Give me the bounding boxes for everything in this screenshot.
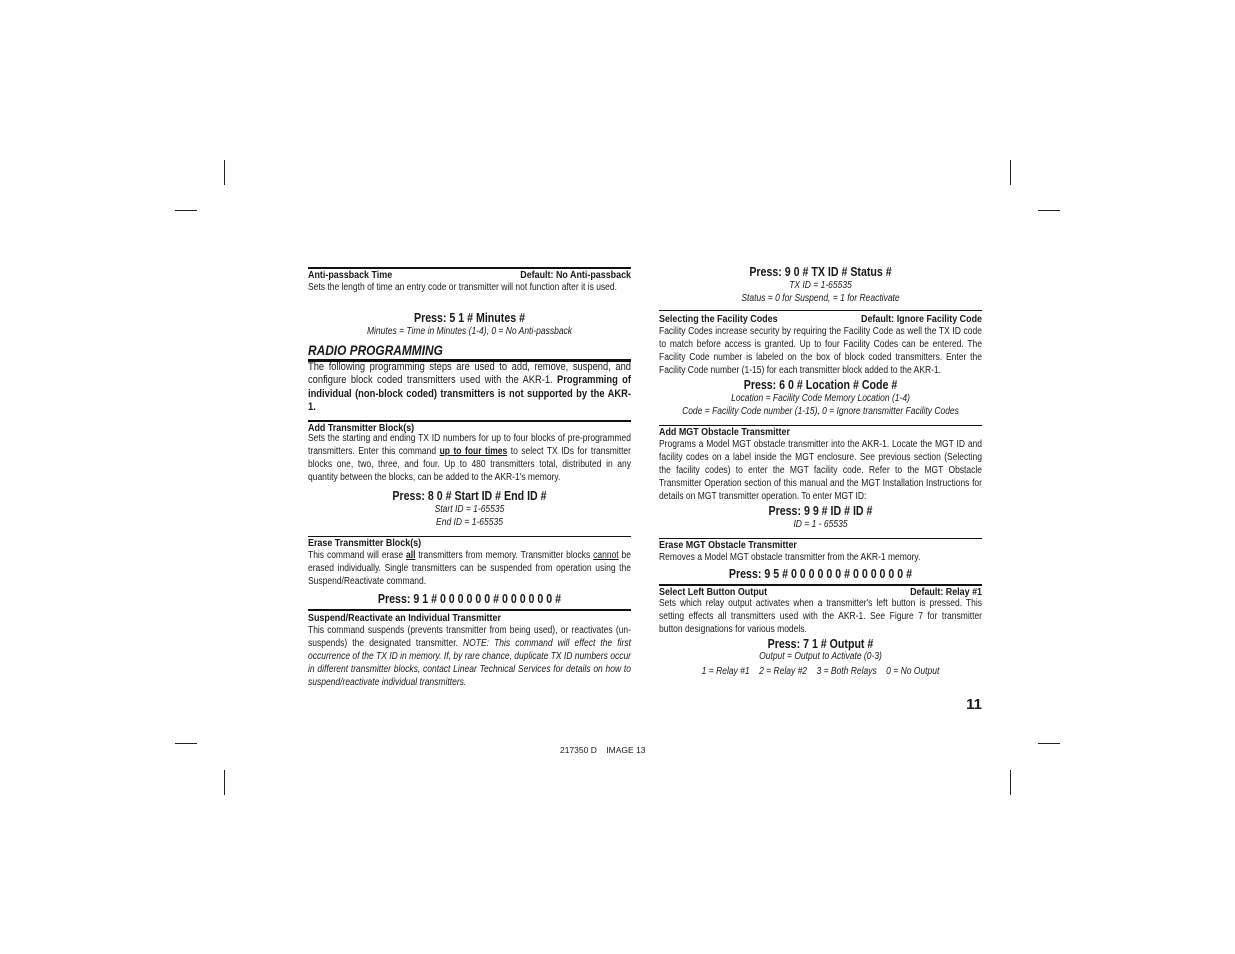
radio-programming-heading: RADIO PROGRAMMING	[308, 342, 443, 358]
page-number: 11	[966, 696, 982, 713]
anti-passback-press: Press: 5 1 # Minutes #	[413, 311, 526, 325]
add-block-heading: Add Transmitter Block(s)	[308, 422, 415, 434]
crop-mark	[1038, 210, 1060, 211]
suspend-press: Press: 9 0 # TX ID # Status #	[749, 265, 892, 279]
erase-mgt-press: Press: 9 5 # 0 0 0 0 0 0 # 0 0 0 0 0 0 #	[728, 567, 913, 581]
suspend-body	[308, 624, 631, 689]
intro-text: The following programming steps are used to add, remove, suspend, and configure block coded transmitters used with the AKR-1.	[308, 361, 631, 387]
add-mgt-body: Programs a Model MGT obstacle transmitter into the AKR-1. Locate the MGT ID and facility codes on a label inside the MGT enclosure. See previous section (Selecting the facility codes) to enter the MGT facility code. Refer to the MGT Obstacle Transmitter Operation section of this manual and the MGT Installation Instructions for details on MGT transmitter operation. To enter MGT ID:	[659, 439, 982, 502]
footer-code: 217350 D IMAGE 13	[560, 745, 646, 755]
text: be erased individually. Single transmitters can be suspended from operation using the Suspend/Reactivate command.	[308, 550, 632, 587]
facility-note: Location = Facility Code Memory Location (1-4)	[731, 393, 910, 404]
crop-mark	[175, 743, 197, 744]
text: Sets the starting and ending TX ID numbers for up to four blocks of pre-programmed transmitters. Enter this command	[308, 433, 631, 457]
crop-mark	[1010, 160, 1011, 185]
left-column	[308, 0, 631, 954]
intro-bold-text: Programming of individual (non-block coded) transmitters is not supported by the AKR-1.	[308, 374, 631, 413]
facility-press: Press: 6 0 # Location # Code #	[743, 378, 898, 392]
radio-programming-intro	[308, 361, 631, 414]
crop-mark	[1010, 770, 1011, 795]
emphasis: up to four times	[439, 446, 508, 457]
section-title: Anti-passback Time	[308, 269, 393, 281]
emphasis: all	[405, 550, 416, 561]
add-mgt-press: Press: 9 9 # ID # ID #	[768, 504, 873, 518]
suspend-note: Status = 0 for Suspend, = 1 for Reactivate	[741, 293, 900, 304]
default-value: Default: Ignore Facility Code	[860, 313, 982, 325]
crop-mark	[224, 770, 225, 795]
default-value: Default: No Anti-passback	[520, 269, 631, 281]
erase-mgt-heading: Erase MGT Obstacle Transmitter	[659, 539, 797, 551]
note: NOTE: This command will effect the first occurrence of the TX ID in memory. If, by rare chance, duplicate TX ID numbers occur in different transmitter blocks, contact Linear Technical Services for details on how to suspend/reactivate individual transmitters.	[308, 638, 631, 688]
add-block-note: End ID = 1-65535	[436, 517, 503, 528]
add-mgt-note: ID = 1 - 65535	[793, 519, 848, 530]
left-button-press: Press: 7 1 # Output #	[767, 637, 874, 651]
default-value: Default: Relay #1	[910, 586, 982, 598]
left-button-note: Output = Output to Activate (0-3)	[759, 651, 882, 662]
facility-body: Facility Codes increase security by requiring the Facility Code as well the TX ID code to match before access is granted. Up to four Facility Codes can be entered. The Facility Code number is labeled on the box of block coded transmitters. Enter the Facility Code number (1-15) for each transmitter block added to the AKR-1.	[659, 326, 982, 376]
text: transmitters from memory. Transmitter blocks	[415, 550, 594, 561]
add-block-body	[308, 432, 631, 484]
text: This command will erase	[308, 550, 406, 561]
suspend-note: TX ID = 1-65535	[789, 280, 852, 291]
crop-mark	[175, 210, 197, 211]
left-button-note: 1 = Relay #1 2 = Relay #2 3 = Both Relays 0 = No Output	[701, 666, 940, 677]
emphasis: cannot	[593, 550, 619, 561]
erase-mgt-body: Removes a Model MGT obstacle transmitter from the AKR-1 memory.	[659, 552, 921, 563]
anti-passback-heading	[308, 269, 631, 281]
anti-passback-body: Sets the length of time an entry code or transmitter will not function after it is used.	[308, 282, 617, 293]
add-block-note: Start ID = 1-65535	[434, 504, 505, 515]
anti-passback-note: Minutes = Time in Minutes (1-4), 0 = No Anti-passback	[366, 326, 573, 337]
text: to select TX IDs for transmitter blocks one, two, three, and four. Up to 480 transmitters total, distributed in any quantity between the blocks, can be added to the AKR-1's memory.	[308, 446, 631, 483]
facility-note: Code = Facility Code number (1-15), 0 = Ignore transmitter Facility Codes	[682, 406, 959, 417]
section-title: Selecting the Facility Codes	[659, 313, 778, 325]
text: This command suspends (prevents transmitter from being used), or reactivates (un-suspends) the designated transmitter.	[308, 625, 631, 649]
erase-block-press: Press: 9 1 # 0 0 0 0 0 0 # 0 0 0 0 0 0 #	[377, 592, 562, 606]
crop-mark	[1038, 743, 1060, 744]
erase-block-heading: Erase Transmitter Block(s)	[308, 537, 422, 549]
left-button-body: Sets which relay output activates when a transmitter's left button is pressed. This setting effects all transmitters used with the AKR-1. See Figure 7 for transmitter button designations for various models.	[659, 598, 982, 635]
right-column	[659, 0, 982, 954]
facility-heading	[659, 313, 982, 325]
add-block-press: Press: 8 0 # Start ID # End ID #	[392, 489, 547, 503]
suspend-heading: Suspend/Reactivate an Individual Transmitter	[308, 612, 501, 624]
section-title: Select Left Button Output	[659, 586, 768, 598]
erase-block-body	[308, 549, 631, 588]
add-mgt-heading: Add MGT Obstacle Transmitter	[659, 426, 790, 438]
crop-mark	[224, 160, 225, 185]
